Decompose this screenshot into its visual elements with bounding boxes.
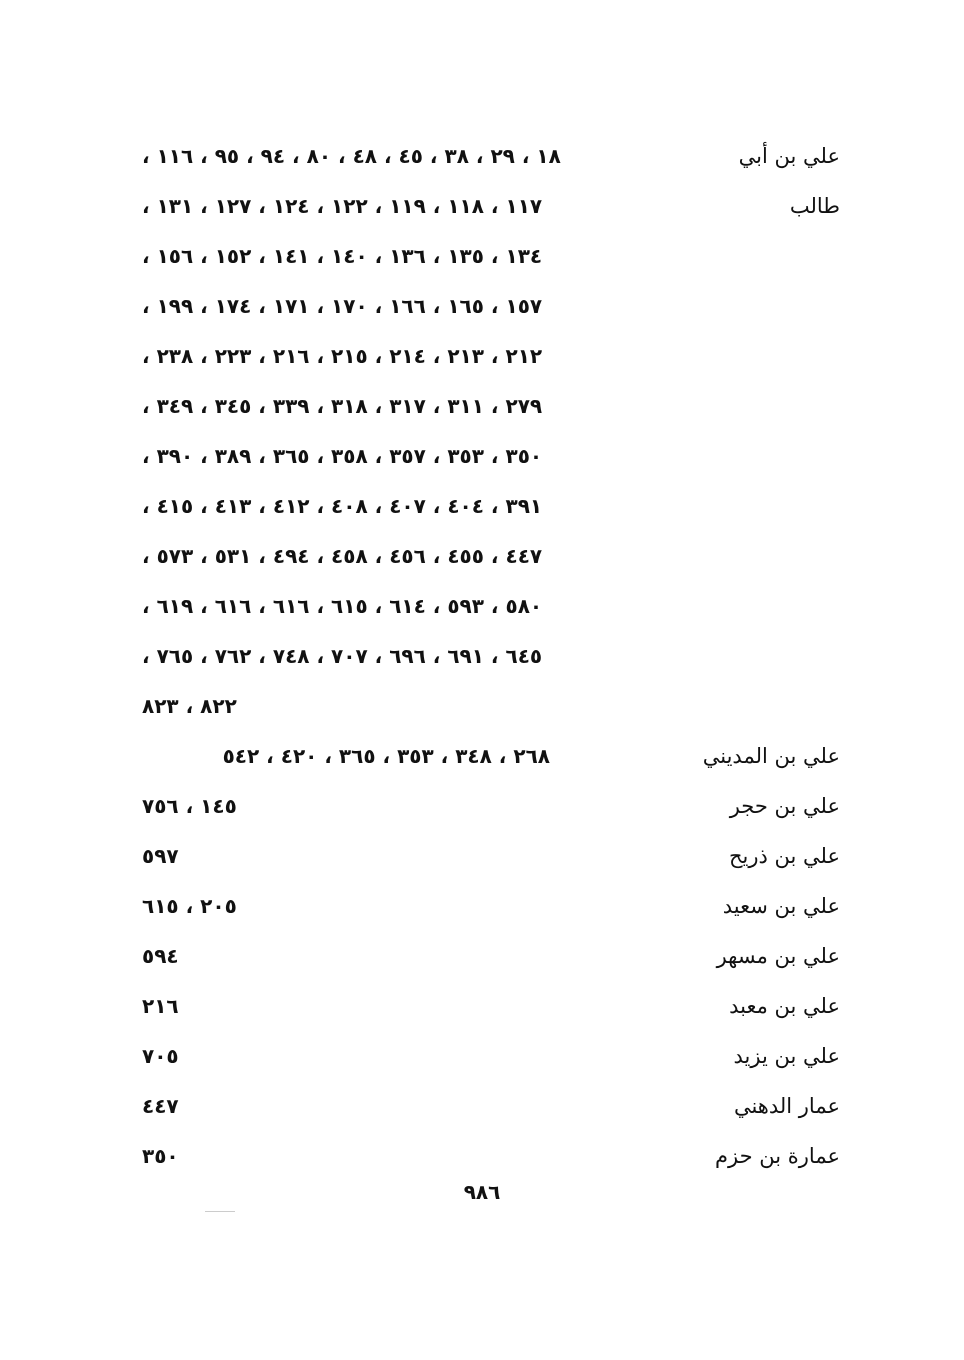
page-refs-line: ١١٧ ، ١١٨ ، ١١٩ ، ١٢٢ ، ١٢٤ ، ١٢٧ ، ١٣١ ،	[142, 194, 543, 218]
index-entry	[130, 131, 840, 731]
page-refs-line: ١٣٤ ، ١٣٥ ، ١٣٦ ، ١٤٠ ، ١٤١ ، ١٥٢ ، ١٥٦ ،	[142, 244, 543, 268]
entry-name: علي بن أبي طالب	[738, 144, 840, 218]
entry-name: علي بن ذريح	[728, 844, 840, 868]
page-refs-line: ٥٨٠ ، ٥٩٣ ، ٦١٤ ، ٦١٥ ، ٦١٦ ، ٦١٦ ، ٦١٩ ،	[142, 594, 543, 618]
page-refs-line: ٧٠٥	[142, 1044, 179, 1068]
entry-pages	[130, 981, 690, 1031]
page-refs-line: ٢٧٩ ، ٣١١ ، ٣١٧ ، ٣١٨ ، ٣٣٩ ، ٣٤٥ ، ٣٤٩ ،	[142, 394, 543, 418]
index-entries	[130, 131, 840, 1181]
entry-name: علي بن معبد	[729, 994, 840, 1018]
page-refs-line: ٣٩١ ، ٤٠٤ ، ٤٠٧ ، ٤٠٨ ، ٤١٢ ، ٤١٣ ، ٤١٥ ،	[142, 494, 543, 518]
scan-speck	[205, 1211, 235, 1212]
entry-name: علي بن يزيد	[733, 1044, 840, 1068]
page-refs-line: ٨٢٢ ، ٨٢٣	[142, 694, 237, 718]
page-refs-line: ٥٩٧	[142, 844, 179, 868]
index-entry	[130, 1081, 840, 1131]
entry-pages	[130, 731, 690, 781]
entry-pages	[130, 781, 690, 831]
entry-name: علي بن المديني	[702, 744, 840, 768]
entry-name: علي بن حجر	[729, 794, 840, 818]
entry-pages	[130, 1131, 690, 1181]
page-refs-line: ١٥٧ ، ١٦٥ ، ١٦٦ ، ١٧٠ ، ١٧١ ، ١٧٤ ، ١٩٩ ،	[142, 294, 543, 318]
entry-name: عمارة بن حزم	[715, 1144, 840, 1168]
index-entry	[130, 831, 840, 881]
index-entry	[130, 931, 840, 981]
index-entry	[130, 981, 840, 1031]
entry-pages	[130, 931, 690, 981]
entry-name: عمار الدهني	[733, 1094, 840, 1118]
entry-pages	[130, 1031, 690, 1081]
page-refs-line: ٢١٢ ، ٢١٣ ، ٢١٤ ، ٢١٥ ، ٢١٦ ، ٢٢٣ ، ٢٣٨ ،	[142, 344, 543, 368]
index-entry	[130, 731, 840, 781]
index-entry	[130, 881, 840, 931]
page-refs-line: ١٨ ، ٢٩ ، ٣٨ ، ٤٥ ، ٤٨ ، ٨٠ ، ٩٤ ، ٩٥ ، ١١٦ ،	[142, 144, 561, 168]
entry-pages	[130, 831, 690, 881]
page-refs-line: ٦٤٥ ، ٦٩١ ، ٦٩٦ ، ٧٠٧ ، ٧٤٨ ، ٧٦٢ ، ٧٦٥ ،	[142, 644, 543, 668]
entry-name: علي بن سعيد	[722, 894, 840, 918]
page-refs-line: ٥٩٤	[142, 944, 179, 968]
page-refs-line: ٤٤٧ ، ٤٥٥ ، ٤٥٦ ، ٤٥٨ ، ٤٩٤ ، ٥٣١ ، ٥٧٣ ،	[142, 544, 543, 568]
page-refs-line: ٢٠٥ ، ٦١٥	[142, 894, 237, 918]
page-number: ٩٨٦	[463, 1180, 501, 1204]
index-entry	[130, 781, 840, 831]
page-refs-line: ٢١٦	[142, 994, 179, 1018]
index-entry	[130, 1131, 840, 1181]
entry-pages	[130, 1081, 690, 1131]
entry-name: علي بن مسهر	[716, 944, 840, 968]
index-entry	[130, 1031, 840, 1081]
page-refs-line: ٣٥٠ ، ٣٥٣ ، ٣٥٧ ، ٣٥٨ ، ٣٦٥ ، ٣٨٩ ، ٣٩٠ ،	[142, 444, 543, 468]
entry-pages	[130, 881, 690, 931]
page-refs-line: ٣٥٠	[142, 1144, 179, 1168]
page-refs-line: ٢٦٨ ، ٣٤٨ ، ٣٥٣ ، ٣٦٥ ، ٤٢٠ ، ٥٤٢	[222, 744, 550, 768]
page-refs-line: ٤٤٧	[142, 1094, 179, 1118]
entry-pages	[130, 131, 690, 731]
page-refs-line: ١٤٥ ، ٧٥٦	[142, 794, 237, 818]
